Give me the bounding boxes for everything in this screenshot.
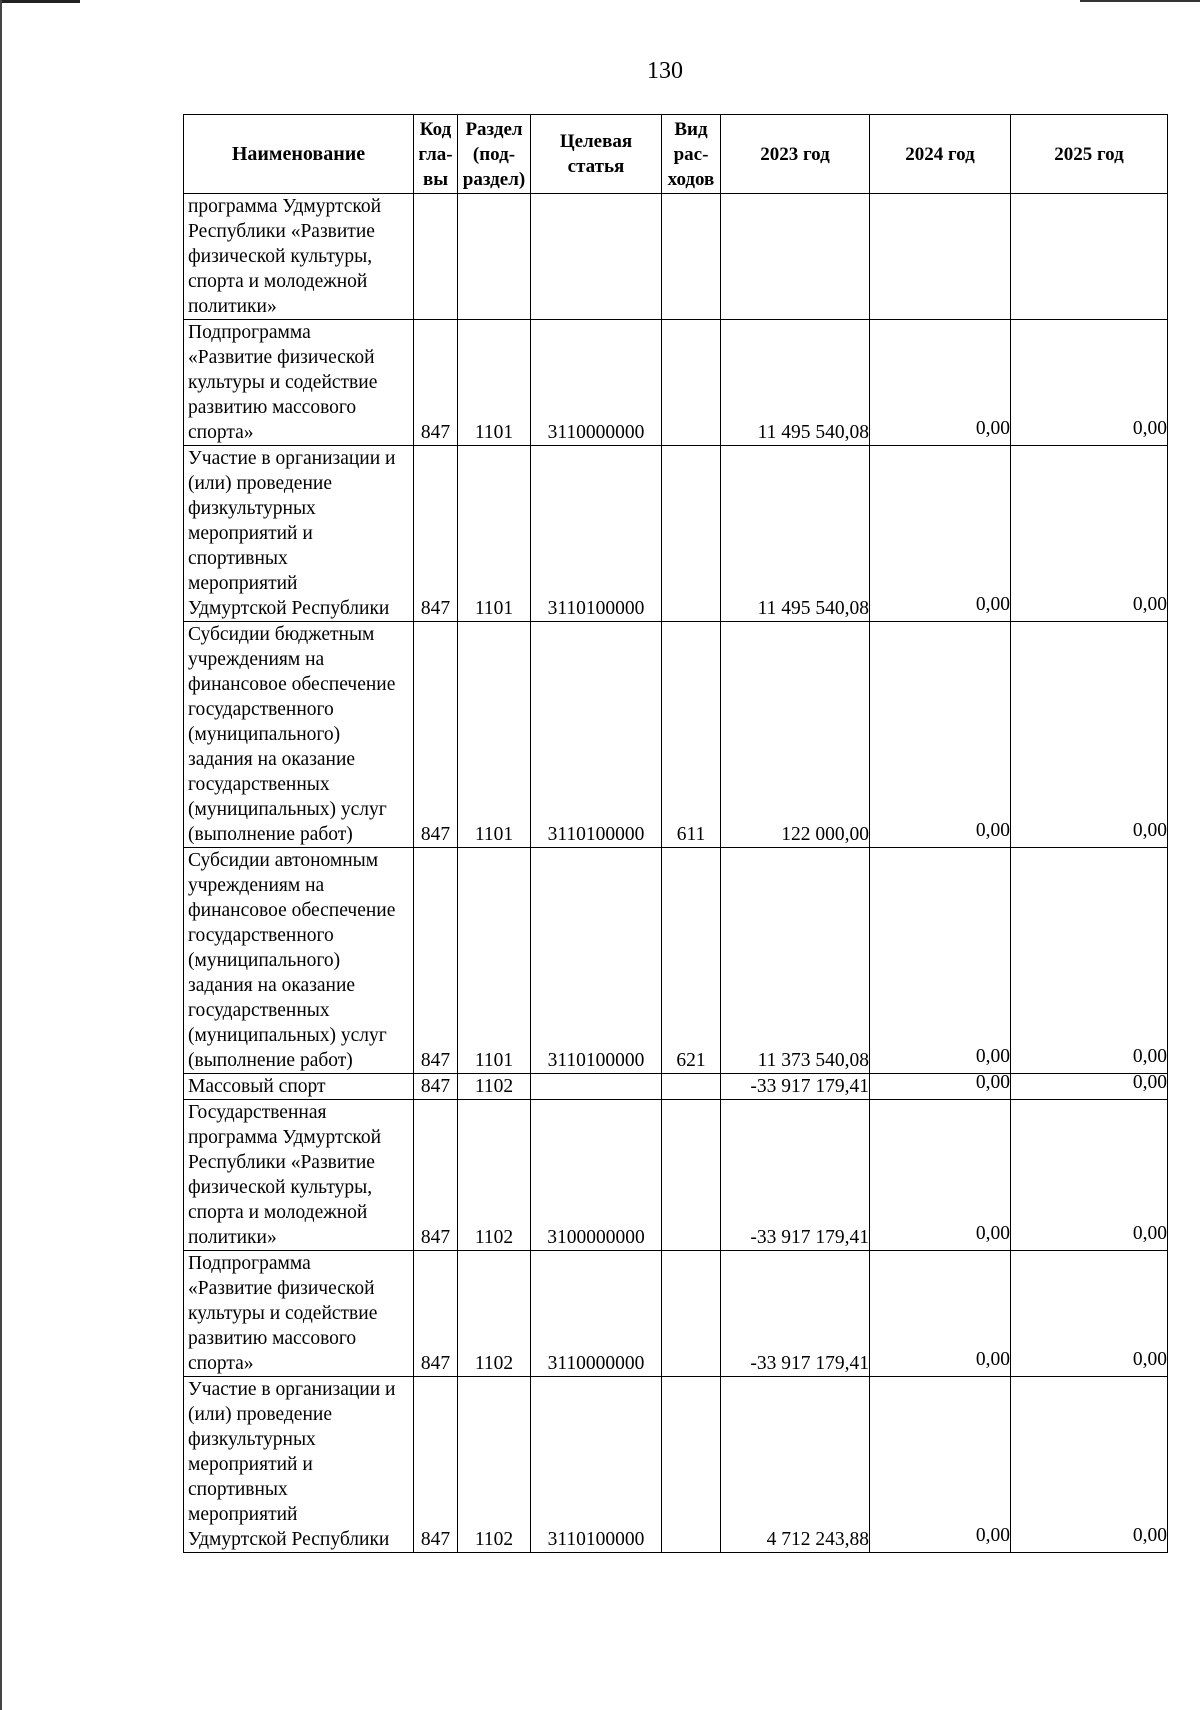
- cell-kind: [662, 446, 721, 622]
- cell-name-line: (муниципальных) услуг: [188, 799, 387, 820]
- cell-name-line: Участие в организации и: [188, 1379, 396, 1400]
- cell-name-line: (муниципальных) услуг: [188, 1025, 387, 1046]
- cell-section: 1101: [458, 446, 531, 622]
- cell-name-line: задания на оказание: [188, 749, 356, 770]
- cell-2025-value: 0,00: [1132, 418, 1167, 439]
- cell-section: 1101: [458, 848, 531, 1074]
- cell-section: 1101: [458, 320, 531, 446]
- cell-2023-value: 4 712 243,88: [766, 1529, 869, 1550]
- cell-2024: [870, 1377, 1011, 1553]
- cell-name-line: финансовое обеспечение: [188, 900, 396, 921]
- header-2023: 2023 год: [721, 115, 870, 194]
- table-row: [184, 1377, 1168, 1553]
- cell-2023: [721, 446, 870, 622]
- cell-name-line: программа Удмуртской: [188, 196, 382, 217]
- cell-name-line: (или) проведение: [188, 1404, 332, 1425]
- cell-section: 1102: [458, 1251, 531, 1377]
- cell-2023-value: -33 917 179,41: [750, 1076, 869, 1097]
- cell-kind: 611: [662, 622, 721, 848]
- cell-section: 1102: [458, 1377, 531, 1553]
- cell-name-line: Удмуртской Республики: [188, 1529, 390, 1550]
- cell-name: [184, 446, 414, 622]
- cell-name-line: (или) проведение: [188, 473, 332, 494]
- cell-2024-value: 0,00: [975, 1046, 1010, 1067]
- cell-name-line: «Развитие физической: [188, 347, 375, 368]
- cell-code: 847: [414, 1377, 458, 1553]
- cell-target: 3110100000: [531, 848, 662, 1074]
- cell-name-line: мероприятий: [188, 573, 298, 594]
- cell-2023: [721, 1251, 870, 1377]
- header-target-line: статья: [567, 156, 625, 177]
- cell-target: 3110100000: [531, 622, 662, 848]
- cell-kind: [662, 194, 721, 320]
- cell-code: 847: [414, 446, 458, 622]
- cell-2023: [721, 1100, 870, 1251]
- cell-2025-value: 0,00: [1132, 1046, 1167, 1067]
- cell-target: 3110100000: [531, 446, 662, 622]
- header-kind: [662, 115, 721, 194]
- cell-code: 847: [414, 320, 458, 446]
- cell-2025: [1011, 848, 1168, 1074]
- cell-name-line: спорта и молодежной: [188, 1202, 368, 1223]
- cell-name-line: (муниципального): [188, 950, 341, 971]
- header-kind-line: Вид: [674, 118, 708, 140]
- cell-2024: [870, 194, 1011, 320]
- header-2024: 2024 год: [870, 115, 1011, 194]
- header-kind-line: рас-: [673, 143, 709, 165]
- cell-2024-value: 0,00: [975, 1223, 1010, 1244]
- cell-kind: [662, 1100, 721, 1251]
- cell-code: 847: [414, 1251, 458, 1377]
- cell-2023: [721, 848, 870, 1074]
- cell-2024-value: 0,00: [975, 1525, 1010, 1546]
- cell-name-line: спорта и молодежной: [188, 271, 368, 292]
- cell-section: 1102: [458, 1074, 531, 1100]
- cell-name-line: Массовый спорт: [188, 1076, 326, 1097]
- table-header-row: [184, 115, 1168, 194]
- cell-code: 847: [414, 848, 458, 1074]
- cell-name-line: программа Удмуртской: [188, 1127, 382, 1148]
- table-row: [184, 622, 1168, 848]
- cell-name-line: государственных: [188, 1000, 330, 1021]
- cell-2025: [1011, 446, 1168, 622]
- cell-name-line: мероприятий и: [188, 523, 313, 544]
- cell-name-line: физической культуры,: [188, 246, 373, 267]
- cell-2024: [870, 446, 1011, 622]
- budget-table: [183, 114, 1168, 1553]
- cell-2024-value: 0,00: [975, 820, 1010, 841]
- cell-name-line: мероприятий и: [188, 1454, 313, 1475]
- header-2025: 2025 год: [1011, 115, 1168, 194]
- table-row: [184, 446, 1168, 622]
- cell-name-line: Участие в организации и: [188, 448, 396, 469]
- cell-2023-value: 11 495 540,08: [757, 598, 869, 619]
- cell-2023: [721, 1074, 870, 1100]
- cell-kind: 621: [662, 848, 721, 1074]
- cell-name-line: политики»: [188, 296, 277, 317]
- cell-kind: [662, 1377, 721, 1553]
- cell-target: 3100000000: [531, 1100, 662, 1251]
- cell-name-line: спортивных: [188, 548, 288, 569]
- cell-2024: [870, 1074, 1011, 1100]
- cell-section: 1101: [458, 622, 531, 848]
- cell-name-line: Субсидии автономным: [188, 850, 379, 871]
- cell-name-line: государственного: [188, 925, 334, 946]
- cell-name-line: развитию массового: [188, 397, 357, 418]
- cell-kind: [662, 320, 721, 446]
- cell-2025-value: 0,00: [1132, 820, 1167, 841]
- cell-2025-value: 0,00: [1132, 1525, 1167, 1546]
- cell-target: [531, 194, 662, 320]
- cell-name-line: государственного: [188, 699, 334, 720]
- cell-section: 1102: [458, 1100, 531, 1251]
- cell-target: 3110000000: [531, 1251, 662, 1377]
- cell-name-line: Удмуртской Республики: [188, 598, 390, 619]
- header-target: [531, 115, 662, 194]
- header-section-line: раздел): [462, 168, 526, 190]
- scan-border-top-left: [0, 0, 80, 3]
- cell-name-line: физкультурных: [188, 1429, 316, 1450]
- cell-code: 847: [414, 622, 458, 848]
- cell-2024: [870, 1251, 1011, 1377]
- cell-2024: [870, 1100, 1011, 1251]
- header-section-line: (под-: [472, 143, 516, 165]
- cell-2025-value: 0,00: [1132, 1072, 1167, 1093]
- header-code-line: вы: [422, 168, 449, 190]
- cell-name-line: Субсидии бюджетным: [188, 624, 375, 645]
- cell-name-line: учреждениям на: [188, 649, 325, 670]
- table-row: [184, 194, 1168, 320]
- scan-border-left: [0, 0, 2, 1710]
- cell-2023-value: -33 917 179,41: [750, 1353, 869, 1374]
- cell-2025-value: 0,00: [1132, 594, 1167, 615]
- cell-name: [184, 848, 414, 1074]
- cell-name: [184, 1100, 414, 1251]
- cell-2023: [721, 622, 870, 848]
- cell-2024: [870, 320, 1011, 446]
- cell-name-line: Подпрограмма: [188, 322, 311, 343]
- header-section-line: Раздел: [465, 118, 523, 140]
- cell-2023: [721, 1377, 870, 1553]
- table-row: [184, 848, 1168, 1074]
- cell-name-line: (выполнение работ): [188, 824, 353, 845]
- header-section: [458, 115, 531, 194]
- cell-name: [184, 320, 414, 446]
- cell-target: 3110000000: [531, 320, 662, 446]
- cell-name-line: культуры и содействие: [188, 1303, 378, 1324]
- cell-2023-value: -33 917 179,41: [750, 1227, 869, 1248]
- header-code-line: гла-: [418, 143, 453, 165]
- cell-target: [531, 1074, 662, 1100]
- cell-code: [414, 194, 458, 320]
- cell-name-line: спорта»: [188, 1353, 254, 1374]
- cell-2025: [1011, 1100, 1168, 1251]
- cell-2024-value: 0,00: [975, 1349, 1010, 1370]
- cell-name-line: политики»: [188, 1227, 277, 1248]
- cell-name-line: мероприятий: [188, 1504, 298, 1525]
- cell-name-line: задания на оказание: [188, 975, 356, 996]
- cell-kind: [662, 1074, 721, 1100]
- cell-target: 3110100000: [531, 1377, 662, 1553]
- cell-2025: [1011, 320, 1168, 446]
- cell-code: 847: [414, 1100, 458, 1251]
- cell-name-line: Государственная: [188, 1102, 327, 1123]
- cell-name: [184, 1074, 414, 1100]
- cell-name-line: спорта»: [188, 422, 254, 443]
- cell-name: [184, 1251, 414, 1377]
- header-kind-line: ходов: [667, 168, 715, 190]
- cell-name: [184, 622, 414, 848]
- cell-name-line: спортивных: [188, 1479, 288, 1500]
- cell-name: [184, 194, 414, 320]
- cell-2025-value: 0,00: [1132, 1349, 1167, 1370]
- cell-2025: [1011, 194, 1168, 320]
- cell-2024-value: 0,00: [975, 418, 1010, 439]
- header-code: [414, 115, 458, 194]
- scan-border-top-right: [1080, 0, 1200, 2]
- header-name: Наименование: [184, 115, 414, 194]
- cell-2025: [1011, 1074, 1168, 1100]
- cell-2023-value: 11 495 540,08: [757, 422, 869, 443]
- cell-2023-value: 11 373 540,08: [757, 1050, 869, 1071]
- cell-name-line: Подпрограмма: [188, 1253, 311, 1274]
- table-row: [184, 1074, 1168, 1100]
- cell-2023: [721, 194, 870, 320]
- cell-name-line: Республики «Развитие: [188, 221, 375, 242]
- cell-name-line: развитию массового: [188, 1328, 357, 1349]
- cell-2024-value: 0,00: [975, 594, 1010, 615]
- cell-name-line: учреждениям на: [188, 875, 325, 896]
- cell-name-line: «Развитие физической: [188, 1278, 375, 1299]
- cell-name-line: физкультурных: [188, 498, 316, 519]
- cell-name-line: государственных: [188, 774, 330, 795]
- cell-name: [184, 1377, 414, 1553]
- cell-name-line: культуры и содействие: [188, 372, 378, 393]
- header-target-line: Целевая: [559, 131, 633, 152]
- header-code-line: Код: [419, 118, 452, 140]
- cell-name-line: Республики «Развитие: [188, 1152, 375, 1173]
- cell-name-line: (выполнение работ): [188, 1050, 353, 1071]
- cell-code: 847: [414, 1074, 458, 1100]
- cell-2023: [721, 320, 870, 446]
- table-row: [184, 1251, 1168, 1377]
- cell-2024: [870, 848, 1011, 1074]
- cell-kind: [662, 1251, 721, 1377]
- cell-name-line: физической культуры,: [188, 1177, 373, 1198]
- cell-name-line: (муниципального): [188, 724, 341, 745]
- cell-2025: [1011, 1251, 1168, 1377]
- table-row: [184, 1100, 1168, 1251]
- cell-2025: [1011, 1377, 1168, 1553]
- cell-2023-value: 122 000,00: [781, 824, 869, 845]
- cell-2024: [870, 622, 1011, 848]
- table-body: [184, 194, 1168, 1553]
- cell-section: [458, 194, 531, 320]
- page-number: [0, 58, 1200, 85]
- cell-2025: [1011, 622, 1168, 848]
- cell-name-line: финансовое обеспечение: [188, 674, 396, 695]
- page-number-text: 130: [647, 58, 683, 84]
- cell-2024-value: 0,00: [975, 1072, 1010, 1093]
- cell-2025-value: 0,00: [1132, 1223, 1167, 1244]
- table-row: [184, 320, 1168, 446]
